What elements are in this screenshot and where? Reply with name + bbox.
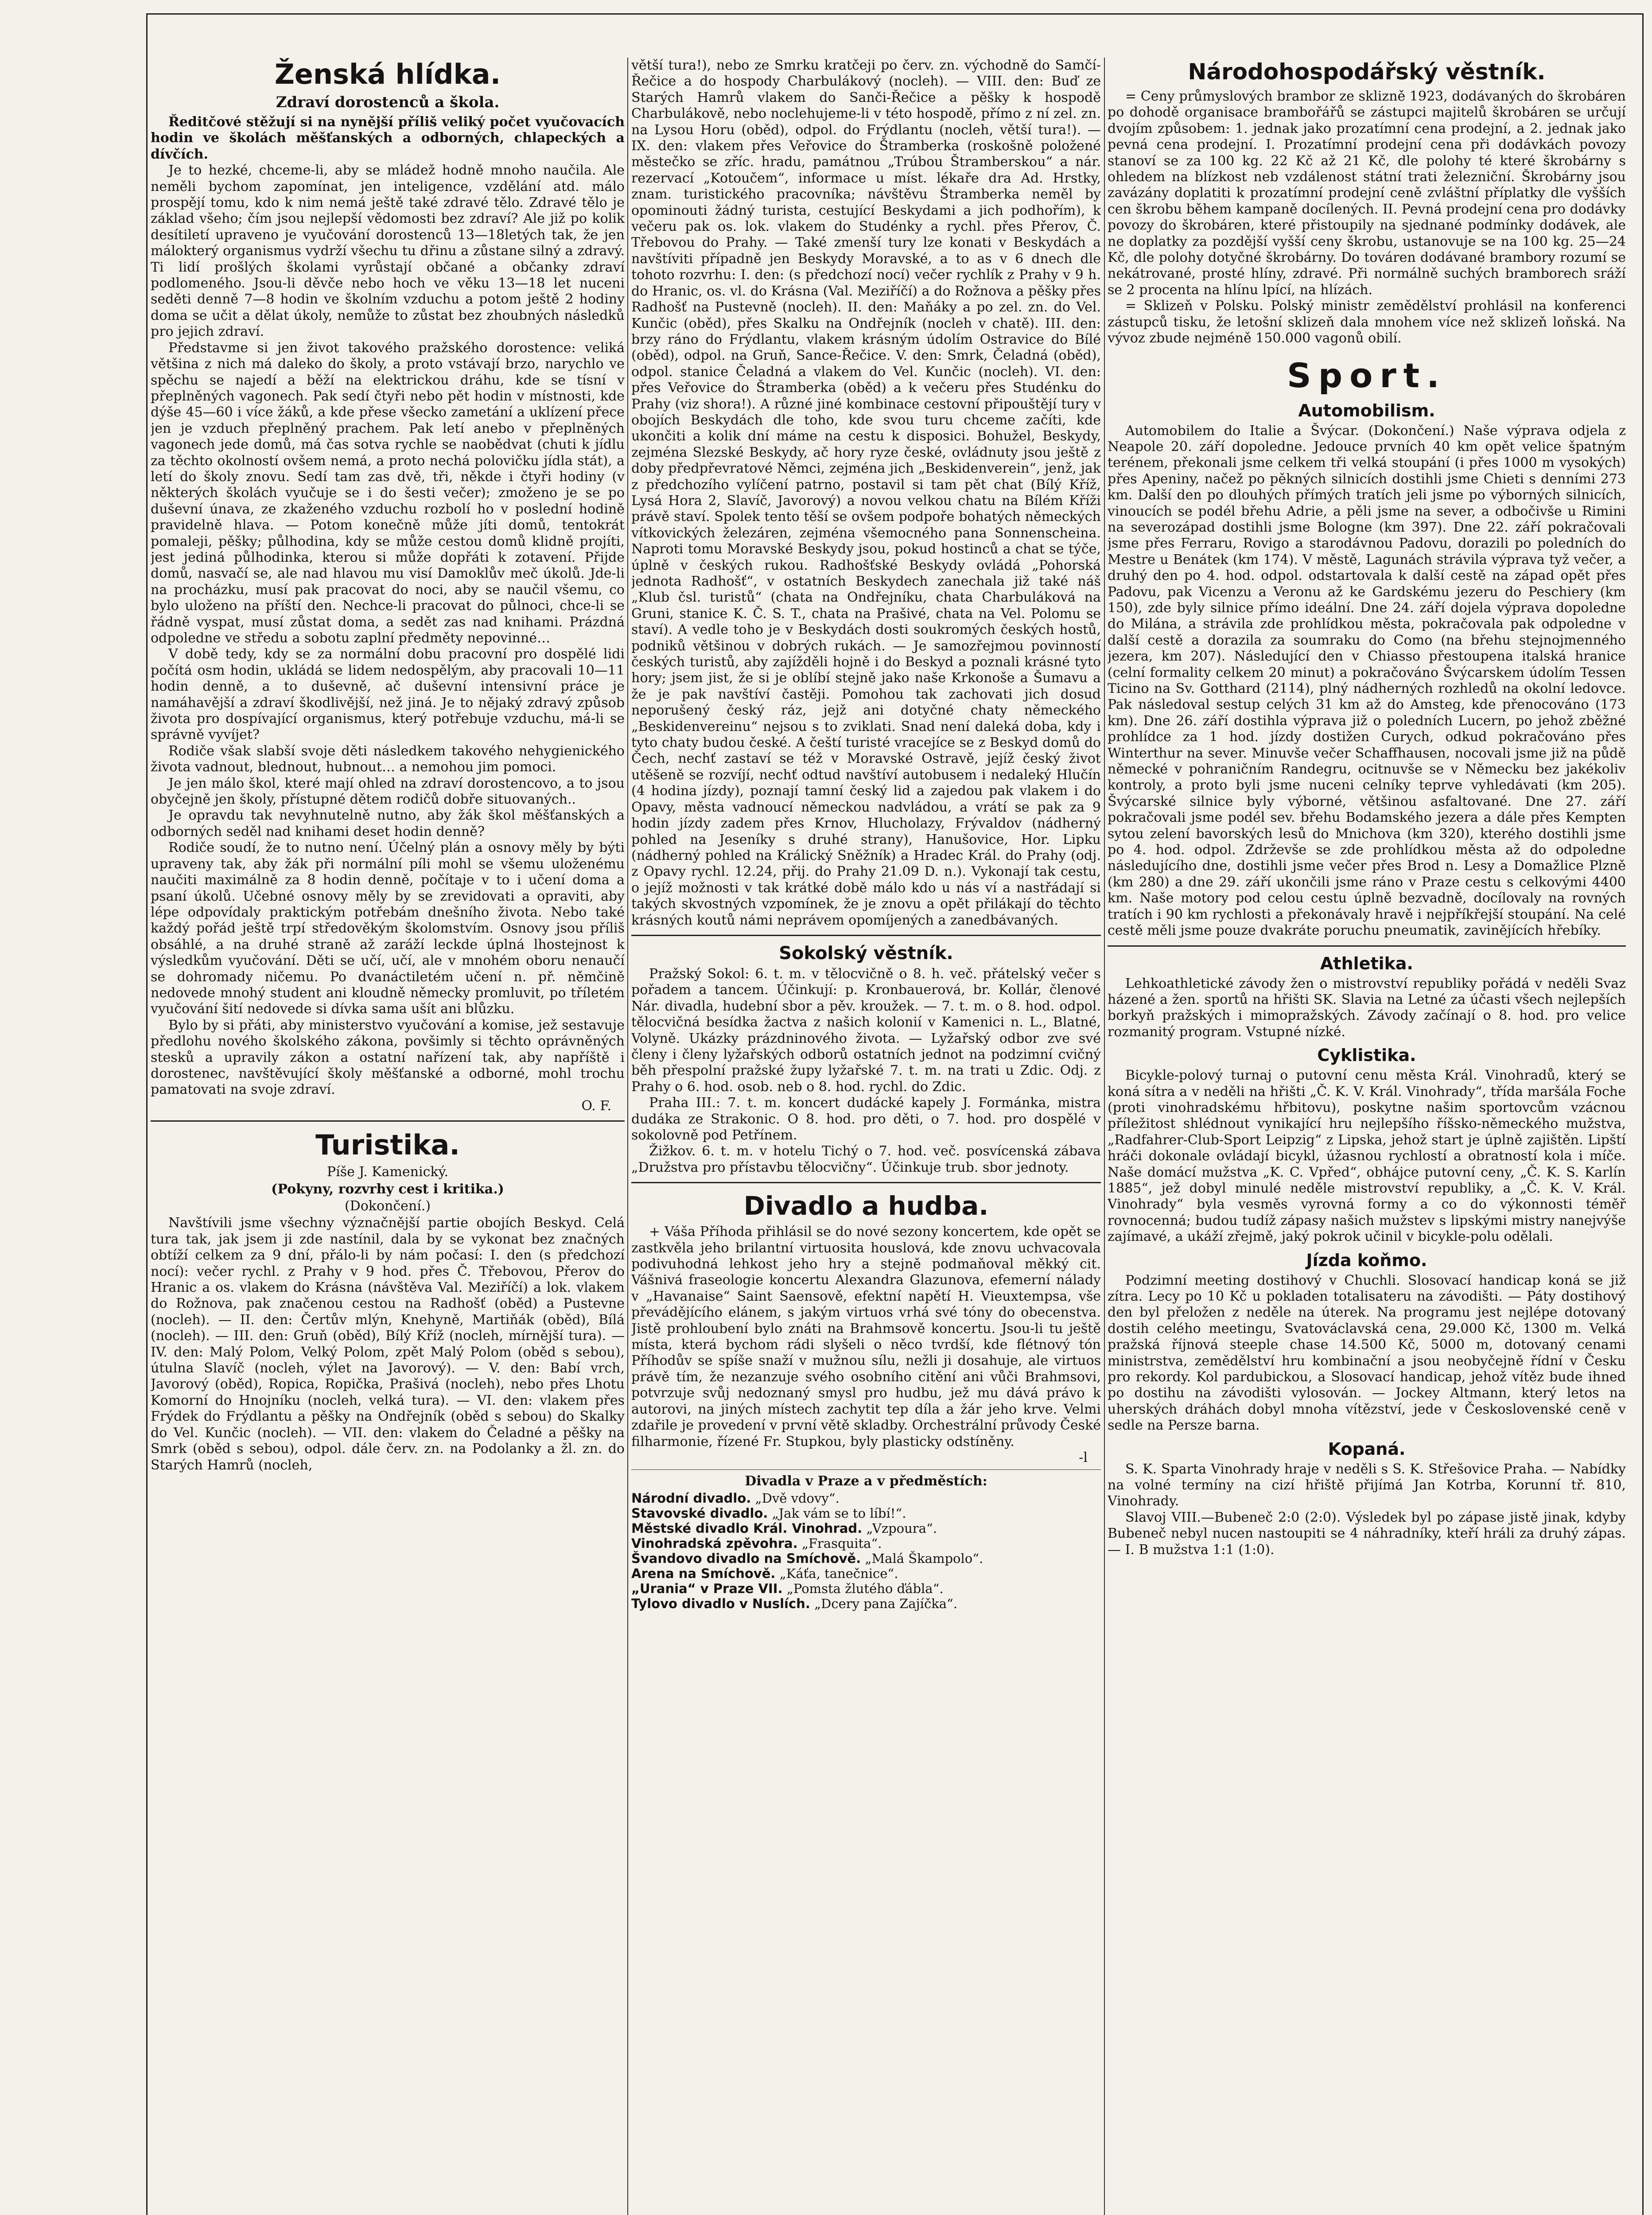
section-divider (1108, 945, 1626, 947)
jizda-title: Jízda koňmo. (1306, 1250, 1427, 1270)
article-paragraph: větší tura!), nebo ze Smrku kratčeji po červ. zn. východně do Samčí-Řečice a do hospody Charbulákový (nocleh). — VIII. den: Buď ze Starých Hamrů vlakem do Sanči-Řečice a pěšky k hospodě Charbulákově, nebo noclehujeme-li v této hospodě, přímo z ní zel. zn. na Lysou Horu (oběd), odpol. do Frýdlantu (nocleh, větší tura!). — IX. den: vlakem přes Veřovice do Štramberka (roskošně položené městečko se zříc. hradu, památnou „Trúbou Štramberskou“ a nár. rezervací „Kotoučem“, informace u míst. lékaře dra Ad. Hrstky, znam. turistického pracovníka; návštěvu Štramberka neměl by opominouti žádný turista, cestující Beskydami a jich podhořím), k večeru pak os. lok. vlakem do Studénky a rychl. přes Přerov, Č. Třebovou do Prahy. — Také zmenší tury lze konati v Beskydách a navštíviti případně jen Beskydy Moravské, a to as v 6 dnech dle tohoto rozvrhu: I. den: (s předchozí nocí) večer rychlík z Prahy v 9 h. do Hranic, os. vl. do Krásna (Val. Meziříčí) a do Rožnova a pěšky přes Radhošť na Pustevně (nocleh). II. den: Maňáky a po zel. zn. do Vel. Kunčic (oběd), přes Skalku na Ondřejník (nocleh v chatě). III. den: brzy ráno do Frýdlantu, vlakem krásným údolím Ostravice do Bílé (oběd), odpol. na Gruň, Sance-Řečice. V. den: Smrk, Čeladná (oběd), odpol. stanice Čeladná a vlakem do Vel. Kunčic (nocleh). VI. den: přes Veřovice do Štramberka (oběd) a k večeru přes Studénku do Prahy (viz shora!). A různé jiné kombinace cestovní připouštějí tury v obojích Beskydách dle toho, kde svou turu chceme začíti, kde ukončiti a kolik dní máme na cestu k disposici. Bohužel, Beskydy, zejména Slezské Beskydy, ač hory ryze české, ovládnuty jsou ještě z doby předpřevratové Němci, zejména jich „Beskidenverein“, jenž, jak z předchozího vylíčení patrno, postavil si tam pět chat (Bílý Kříž, Lysá Hora 2, Slavíč, Javorový) a novou velkou chatu na Bílém Kříži právě staví. Spolek tento těší se ovšem podpoře bohatých německých vítkovických železáren, zejména všemocného pana Sonnenscheina. Naproti tomu Moravské Beskydy jsou, pokud hostinců a chat se týče, úplně v českých rukou. Radhošťské Beskydy ovládá „Pohorská jednota Radhošť“, v ostatních Beskydech zanechala již také náš „Klub čsl. turistů“ (chata na Ondřejníku, chata Charbuláková na Gruni, stanice K. Č. S. T., chata na Prašivé, chata na Vel. Polomu se staví). A vedle toho je v Beskydách dosti soukromých českých hostů, podniků většinou v dobrých rukách. — Je samozřejmou povinností českých turistů, aby zajížděli hojně i do Beskyd a poznali krásné tyto hory; jsem jist, že si je oblíbí stejně jako naše Krkonoše a Šumavu a že je pak navštíví častěji. Pomohou tak zachovati jich dosud neporušený český ráz, jejž ani dotyčné chaty německého „Beskidenvereinu“ nejsou s to zviklati. Snad není daleká doba, kdy i tyto chaty budou české. A čeští turisté vracejíce se z Beskyd domů do Čech, nechť zastaví se též v Moravské Ostravě, jejíž český život utěšeně se rozvíjí, nechť odtud navštíví autobusem i nedaleký Hlučín (4 hodina jízdy), poznají tamní český lid a zajedou pak vlakem i do Opavy, města vadnoucí německou nadvládou, a vrátí se pak za 9 hodin jízdy zadem přes Krnov, Hlucholazy, Frývaldov (nádherný pohled na Jeseníky s druhé strany), Hanušovice, Hor. Lipku (nádherný pohled na Králický Sněžník) a Hradec Král. do Prahy (odj. z Opavy rychl. 12.24, přij. do Prahy 21.09 D. n.). Vykonají tak cestu, o jejíž možnosti v tak krátké době málo kdo u nás ví a nastřádají si takých skvostných vzpomínek, že je znovu a opět přilákají do těchto krásných koutů námi neprávem opomíjených a zanedbávaných. (631, 58, 1101, 928)
theatre-program-item (631, 1551, 1101, 1566)
automobilism-title: Automobilism. (1298, 400, 1435, 420)
theatre-program-item (631, 1596, 1101, 1611)
section-divider (631, 935, 1101, 936)
sport-title: Sport. (1287, 355, 1447, 395)
article-paragraph: Ředitčové stěžují si na nynější příliš veliký počet vyučovacích hodin ve školách měšťanských a odborných, chlapeckých a dívčích. (151, 114, 625, 162)
theatre-play: „Vzpoura“. (866, 1520, 937, 1536)
article-paragraph: Podzimní meeting dostihový v Chuchli. Slosovací handicap koná se již zítra. Lecy po 10 Kč u pokladen totalisateru na závodišti. — Páty dostihový den byl přeložen z neděle na úterek. Na programu jest nejlépe dotovaný dostih celého meetingu, Svatováclavská cena, 29.000 Kč, 1300 m. Velká pražská říjnová steeple chase 14.500 Kč, 5000 m, dotovaný cenami ministrstva, zemědělství hru kombinační a jsou neobyčejně řídní v Česku pro rekordy. Kol pardubickou, a Slosovací handicap, jehož vítěz bude ihned po dostihu na závodišti vylosován. — Jockey Altmann, který letos na uherských dráhách dobyl mnoha vítězství, jede v Československé ceně v sedle na Persze barna. (1108, 1272, 1626, 1434)
turistika-title: Turistika. (315, 1129, 460, 1162)
narodohospodarsky-title: Národohospodářský věstník. (1188, 59, 1546, 85)
theatre-program-item (631, 1491, 1101, 1506)
turistika-continued-label: (Dokončení.) (344, 1198, 431, 1214)
theatre-play: „Jak vám se to líbí!“. (772, 1505, 906, 1521)
theatre-play: „Frasquita“. (801, 1535, 882, 1551)
column-divider-1 (627, 58, 628, 2215)
article-paragraph: = Sklizeň v Polsku. Polský ministr zemědělství prohlásil na konferenci zástupců tisku, že letošní sklizeň dala mnohem více než sklizeň loňská. Na vývoz zbude nejméně 150.000 vagonů obilí. (1108, 298, 1626, 346)
zenska-hlidka-section (151, 58, 625, 1114)
article-paragraph: Bicykle-polový turnaj o putovní cenu města Král. Vinohradů, který se koná sítra a v neděli na hřišti „Č. K. V. Král. Vinohrady“, třída maršála Foche (proti vinohradskému hřbitovu), poskytne našim sportovcům vzácnou příležitost shlédnout vynikající hru nejlepšího říšsko-německého mužstva, „Radfahrer-Club-Sport Leipzig“ z Lipska, jehož start je úplně zajištěn. Lipští hráči dokonale ovládají bicykl, úžasnou rychlostí a obratností kola i míče. Naše domácí mužstva „K. C. Vpřed“, obhájce putovní ceny, „Č. K. S. Karlín 1885“, jež dobyl minulé neděle mistrovství republiky, a „Č. K. V. Král. Vinohrady“ byla vesměs vyrovná formy a co do výkonnosti téměř rovnocenná; budou tudíž zápasy našich mužstev s lipskými mistry nanejvýše zajímavé, a ukáží zřejmě, jaký pokrok učinil v bicykle-polu odělali. (1108, 1068, 1626, 1245)
theatre-program-item (631, 1536, 1101, 1551)
theatre-play: „Pomsta žlutého ďábla“. (786, 1581, 944, 1596)
turistika-section (151, 1129, 625, 1473)
theatre-venue: Tylovo divadlo v Nuslích. (631, 1596, 810, 1611)
article-paragraph: Automobilem do Italie a Švýcar. (Dokončení.) Naše výprava odjela z Neapole 20. září dopoledne. Jedouce prvních 40 km opět velice špatným terénem, překonali jsme celkem tři velká stoupání (i přes 1000 m vysokých) přes Apeniny, načež po pěkných silnicích dostihli jsme Chieti s denními 273 km. Další den po dlouhých přímých tratích jeli jsme po výborných silnicích, vinoucích se podél břehu Adrie, a pěli jsme na sever, a odbočivše u Rimini na severozápad dostihli jsme Bologne (km 397). Dne 22. září pokračovali jsme přes Ferraru, Rovigo a starodávnou Padovu, dorazili po poledních do Mestre u Benátek (km 174). V městě, Lagunách strávila výprava tyž večer, a druhý den po 4. hod. odpol. odstartovala k další cestě na západ opět přes Padovu, pak Vicenzu a Veronu až ke Gardskému jezeru do Peschiery (km 150), zde byly silnice přímo ideální. Dne 24. září dojela výprava dopoledne do Milána, a strávila zde prohlídkou města, pokračovala pak odpoledne v další cestě a dorazila za soumraku do Como (na břehu stejnojmenného jezera, km 207). Následující den v Chiasso přestoupena italská hranice (celní formality celkem 20 minut) a pokračováno Švýcarskem údolím Tessen Ticino na Sv. Gotthard (2114), plný nádherných rozhledů na okolní ledovce. Pak následoval sestup celých 31 km až do Amsteg, kde přenocováno (173 km). Dne 26. září dostihla výprava již o poledních Lucern, po jehož zběžné prohlídce za 1 hod. jízdy dostižen Curych, odkud pokračováno přes Winterthur na sever. Minuvše večer Schaffhausen, nocovali jsme již na půdě německé v pohraničním Randegru, ocitnuvše se v Německu bez jakékoliv kontroly, a proto byli jsme nuceni celníky teprve vyhledávati (km 205). Švýcarské silnice byly výborné, většinou asfaltované. Dne 27. září pokračovali jsme podél sev. břehu Bodamského jezera a dále přes Kempten sytou zelení bavorských lesů do Mnichova (km 320), kterého dostihli jsme po 4. hod. odpol. Zdrževše se zde prohlídkou města až do odpoledne následujícího dne, dostihli jsme večer přes Brod n. Lesy a Domažlice Plzně (km 280) a dne 29. září ukončili jsme ráno v Praze cestu s celkovými 4400 km. Naše motory pod celou cestu úplně bezvadně, docílovaly na rovných tratích i 90 km rychlosti a překonávaly hravě i nejpříkřejší stoupání. Na celé cestě měli jsme pouze dvakráte poruchu pneumatik, zavinějících hřebíky. (1108, 423, 1626, 939)
theatre-program-item (631, 1566, 1101, 1581)
article-paragraph: Je jen málo škol, které mají ohled na zdraví dorostencovo, a to jsou obyčejně jen školy, přístupné dětem rodičů dobře situovaných.. (151, 775, 625, 808)
column-right (1108, 58, 1626, 2215)
theatre-venue: „Urania“ v Praze VII. (631, 1581, 783, 1596)
section-divider (631, 1182, 1101, 1183)
article-paragraph: Navštívili jsme všechny význačnější partie obojích Beskyd. Celá tura tak, jak jsem ji zde nastínil, dala by se vykonat bez značných obtíží celkem za 9 dní, přálo-li by nám počasí: I. den (s předchozí nocí): večer rychl. z Prahy v 9 hod. přes Č. Třebovou, Přerov do Hranic a os. vlakem do Krásna (návštěva Val. Meziříčí) a lok. vlakem do Rožnova, pak značenou cestou na Radhošť (oběd) a Pustevne (nocleh). — II. den: Čertův mlýn, Knehyně, Martiňák (oběd), Bílá (nocleh). — III. den: Gruň (oběd), Bílý Kříž (nocleh, mírnější tura). — IV. den: Malý Polom, Velký Polom, zpět Malý Polom (oběd s sebou), útulna Slavíč (nocleh, výlet na Javorový). — V. den: Babí vrch, Javorový (oběd), Ropica, Ropička, Prašivá (nocleh), nebo přes Lhotu Komorní do Hnojníku (nocleh, velká tura). — VI. den: vlakem přes Frýdek do Frýdlantu a pěšky na Ondřejník (oběd s sebou) do Skalky do Vel. Kunčic (nocleh). — VII. den: vlakem do Čeladné a pěšky na Smrk (oběd s sebou), odpol. dále červ. zn. na Podolanky a žl. zn. do Starých Hamrů (nocleh, (151, 1215, 625, 1473)
cyklistika-title: Cyklistika. (1317, 1045, 1416, 1065)
column-left (151, 58, 625, 2215)
section-divider (151, 1120, 625, 1122)
theatre-program-item (631, 1521, 1101, 1536)
article-signature: O. F. (581, 1098, 611, 1114)
turistika-byline: Píše J. Kamenický. (327, 1164, 449, 1180)
article-paragraph: Je opravdu tak nevyhnutelně nutno, aby žák škol měšťanských a odborných seděl nad knihami deset hodin denně? (151, 808, 625, 839)
divadlo-title: Divadlo a hudba. (743, 1191, 989, 1221)
sokol-item: Pražský Sokol: 6. t. m. v tělocvičně o 8. h. več. přátelský večer s pořadem a tancem. Účinkují: p. Kronbauerová, br. Kollár, členové Nár. divadla, hudební sbor a pěv. kroužek. — 7. t. m. o 8. hod. odpol. tělocvičná besídka žactva z našich kolonií v Kamenici n. L., Blatné, Volyně. Ukázky prázdninového života. — Lyžařský odbor zve své členy i členy lyžařských odborů ostatních jednot na podzimní cvičný běh přespolní pražské župy lyžařské 7. t. m. na trati u Zdic. Odj. z Prahy o 6. hod. osob. neb o 8. hod. rychl. do Zdic. (631, 966, 1101, 1095)
article-paragraph: Rodiče soudí, že to nutno není. Účelný plán a osnovy měly by býti upraveny tak, aby žák při normální píli mohl se všemu uloženému naučiti maximálně za 8 hodin denně, počítaje v to i učení doma a psaní úkolů. Učebné osnovy měly by se zrevidovati a opraviti, aby lépe odpovídaly praktickým potřebám dnešního života. Nebo také každý pořád ještě trpí středověkým školomstvím. Osnovy jsou příliš obsáhlé, a na druhé straně až zaráží leckde úplná lhostejnost k výsledkům vyučování. Děti se učí, učí, ale v mnohém oboru nenaučí se dohromady ničemu. Po dvanáctiletém učení n. př. němčině nedovede mnohý student ani kloudně německy promluvit, po tříletém vyučování šití nedovede si dívka sama ušít ani blůzku. (151, 840, 625, 1017)
theatre-play: „Malá Škampolo“. (865, 1550, 983, 1566)
article-paragraph: + Váša Příhoda přihlásil se do nové sezony koncertem, kde opět se zastkvěla jeho brilantní virtuosita houslová, kde znovu uchvacovala podivuhodná lehkost jeho hry a stejně podmaňoval měkký cit. Vášnivá fraseologie koncertu Alexandra Glazunova, efemerní nálady v „Havanaise“ Saint Saensově, efektní napětí H. Vieuxtempsa, vše převádějícího elánem, s jakým virtuos vrhá své tóny do obecenstva. Jistě prohloubení bylo znáti na Brahmsově koncertu. Jsou-li tu ještě místa, která bychom rádi slyšeli o něco tvrdší, kde flétnový tón Příhodův se spíše snaží v mužnou sílu, nežli ji dosahuje, ale virtuos právě tím, že nezanzuje svého osobního citění ani vůči Brahmsovi, potvrzuje svůj nedoznaný smysl pro hudbu, jež mu dává právo k autorovi, na jiných místech zachytit tep díla a žár jeho krve. Velmi zdařile je provedení v první větě skladby. Orchestrální průvody České filharmonie, řízené Fr. Stupkou, byly plasticky odstíněny. (631, 1224, 1101, 1449)
article-paragraph: V době tedy, kdy se za normální dobu pracovní pro dospělé lidi počítá osm hodin, ukládá se lidem nedospělým, aby pracovali 10—11 hodin denně, a to duševně, ač duševní intensivní práce je namáhavější a zdraví škodlivější, než jiná. Je to nějaký zdravý způsob života pro dospívající organismus, který potřebuje vzduchu, má-li se správně vyvíjet? (151, 646, 625, 743)
article-paragraph: Je to hezké, chceme-li, aby se mládež hodně mnoho naučila. Ale neměli bychom zapomínat, jen inteligence, vzdělání atd. málo prospějí tomu, kdo k nim nemá ještě také zdravé tělo. Zdravé tělo je základ všeho; čím jsou nejlepší vědomosti bez zdraví? Ale již po kolik desítiletí upraveno je vyučování dorostenců 13—18letých tak, že jen málokterý organismus vydrží všechu tu dřinu a zůstane silný a zdravý. Ti lidí prošlých školami vyrůstají občané a občanky zdraví podlomeného. Jsou-li děvče nebo hoch ve věku 13—18 let nuceni seděti denně 7—8 hodin ve školním vzduchu a potom ještě 2 hodiny doma se učit a dělat úkoly, nemůže to zůstat bez zhoubných následků pro jejich zdraví. (151, 163, 625, 340)
zenska-hlidka-subtitle: Zdraví dorostenců a škola. (276, 93, 500, 111)
divider (631, 1469, 1101, 1470)
theatre-venue: Stavovské divadlo. (631, 1505, 768, 1521)
column-divider-2 (1104, 58, 1105, 2215)
sokol-item: Praha III.: 7. t. m. koncert dudácké kapely J. Formánka, mistra dudáka ze Strakonic. O 8. hod. pro děti, o 7. hod. pro dospělé v sokolovně pod Petřínem. (631, 1095, 1101, 1143)
theatre-play: „Káťa, tanečnice“. (779, 1566, 898, 1581)
article-paragraph: S. K. Sparta Vinohrady hraje v neděli s S. K. Střešovice Praha. — Nabídky na volné termíny na cizí hřiště přijímá Jan Kotrba, Korunní tř. 810, Vinohrady. (1108, 1461, 1626, 1509)
turistika-continued-section (631, 58, 1101, 929)
zenska-hlidka-title: Ženská hlídka. (274, 58, 501, 90)
article-paragraph: Představme si jen život takového pražského dorostence: veliká většina z nich má daleko do školy, a proto vstávají brzo, narychlo ve spěchu se najedí a běží na elektrickou dráhu, kde se tísní v přeplněných vagonech. Pak sedí čtyři nebo pět hodin v místnosti, kde dýše 45—60 i více žáků, a kde přese všecko zametání a uklízení přece jen je vzduch přeplněný prachem. Pak letí anebo v přeplněných vagonech jede domů, má čas sotva rychle se naobědvat (chuti k jídlu za těchto okolností ovšem nemá, a proto nechá polovičku jídla stát), a letí do školy znovu. Sedí tam zas dvě, tři, někde i čtyři hodiny (v některých školách vyučuje se i do šesti večer); zmoženo je se po duševní únava, ze zkaženého vzduchu rozbolí ho v poslední hodině pravidelně hlava. — Potom konečně může jíti domů, tentokrát pomaleji, pěšky; půlhodina, kdy se může cestou domů klidně projíti, jest jediná půlhodinka, kterou si může dopřáti k zotavení. Přijde domů, nasvačí se, ale nad hlavou mu visí Damoklův meč úkolů. Jde-li na procházku, musí pak pracovat do noci, aby se naučil všemu, co bylo uloženo na příští den. Nechce-li pracovat do půlnoci, chce-li se řádně vyspat, musí zůstat doma, a sedět zas nad knihami. Prázdná odpoledne ve středu a sobotu zaplní předměty nepovinné… (151, 340, 625, 646)
theatre-venue: Arena na Smíchově. (631, 1566, 776, 1581)
sokol-item: Žižkov. 6. t. m. v hotelu Tichý o 7. hod. več. posvícenská zábava „Družstva pro přístavbu tělocvičny“. Účinkuje trub. sbor jednoty. (631, 1143, 1101, 1175)
article-paragraph: Rodiče však slabší svoje děti následkem takového nehygienického života vadnout, blednout, hubnout… a nemohou jim pomoci. (151, 743, 625, 775)
theatre-program-title: Divadla v Praze a v předměstích: (745, 1473, 987, 1489)
narodohospodarsky-section (1108, 58, 1626, 347)
athletika-title: Athletika. (1320, 953, 1413, 973)
theatre-play: „Dvě vdovy“. (755, 1490, 840, 1506)
kopana-title: Kopaná. (1328, 1439, 1406, 1459)
theatre-program-item (631, 1581, 1101, 1596)
article-signature: -l (1079, 1449, 1088, 1465)
theatre-program-item (631, 1506, 1101, 1521)
divadlo-section (631, 1190, 1101, 1611)
sport-section (1108, 356, 1626, 1558)
turistika-subtitle: (Pokyny, rozvrhy cest i kritika.) (271, 1181, 504, 1197)
theatre-venue: Národní divadlo. (631, 1490, 751, 1506)
sokol-title: Sokolský věstník. (779, 943, 953, 964)
theatre-venue: Městské divadlo Král. Vinohrad. (631, 1520, 863, 1536)
article-paragraph: Lehkoathletické závody žen o mistrovství republiky pořádá v neděli Svaz házené a žen. sportů na hřišti SK. Slavia na Letné za účasti všech nejlepších borkyň pražských i mimopražských. Závody začínají o 8. hod. pro velice rozmanitý program. Vstupné nízké. (1108, 975, 1626, 1040)
theatre-program-list (631, 1491, 1101, 1611)
theatre-venue: Vinohradská zpěvohra. (631, 1535, 798, 1551)
sokol-section (631, 942, 1101, 1176)
article-paragraph: Bylo by si přáti, aby ministerstvo vyučování a komise, jež sestavuje předlohu nového školského zákona, povšimly si těchto oprávněných stesků a upravily zákon a ostatní nařízení tak, aby napříště i dorostenec, navštěvující školy měšťanské a odborné, mohl trochu pamatovati na svoje zdraví. (151, 1017, 625, 1098)
article-paragraph: = Ceny průmyslových brambor ze sklizně 1923, dodávaných do škrobáren po dohodě organisace brambořářů se zástupci majitelů škrobáren se určují dvojím způsobem: 1. jednak jako prozatímní cena prodejní, a 2. jednak jako pevná cena prodejní. I. Prozatímní prodejní cena při dodávkách povozy stanoví se za 100 kg. 22 Kč až 21 Kč, dle polohy té které škrobárny s ohledem na blízkost neb vzdálenost státní trati železniční. Škrobárny jsou zavázány doplatiti k prozatímní prodejní ceně zvláštní příplatky dle vyšších cen škrobu během kampaně docílených. II. Pevná prodejní cena pro dodávky povozy do škrobáren, které přistoupily na sjednané podmínky dodávek, ale ne doplatky za pozdější vyšší ceny škrobu, ustanovuje se na 100 kg. 25—24 Kč, dle polohy dotyčné škrobárny. Do továren dodávané brambory rozumí se nekátrované, prosté hlíny, zdravé. Při normálně suchých bramborech sráží se 2 procenta na hlínu lpící, na hlízách. (1108, 89, 1626, 298)
theatre-venue: Švandovo divadlo na Smíchově. (631, 1550, 861, 1566)
column-middle (631, 58, 1101, 2215)
article-paragraph: Slavoj VIII.—Bubeneč 2:0 (2:0). Výsledek byl po zápase jistě jinak, kdyby Bubeneč nebyl nucen nastoupiti se 4 náhradníky, kteří hráli za druhý zápas. — I. B mužstva 1:1 (1:0). (1108, 1509, 1626, 1558)
theatre-play: „Dcery pana Zajíčka“. (814, 1596, 958, 1611)
